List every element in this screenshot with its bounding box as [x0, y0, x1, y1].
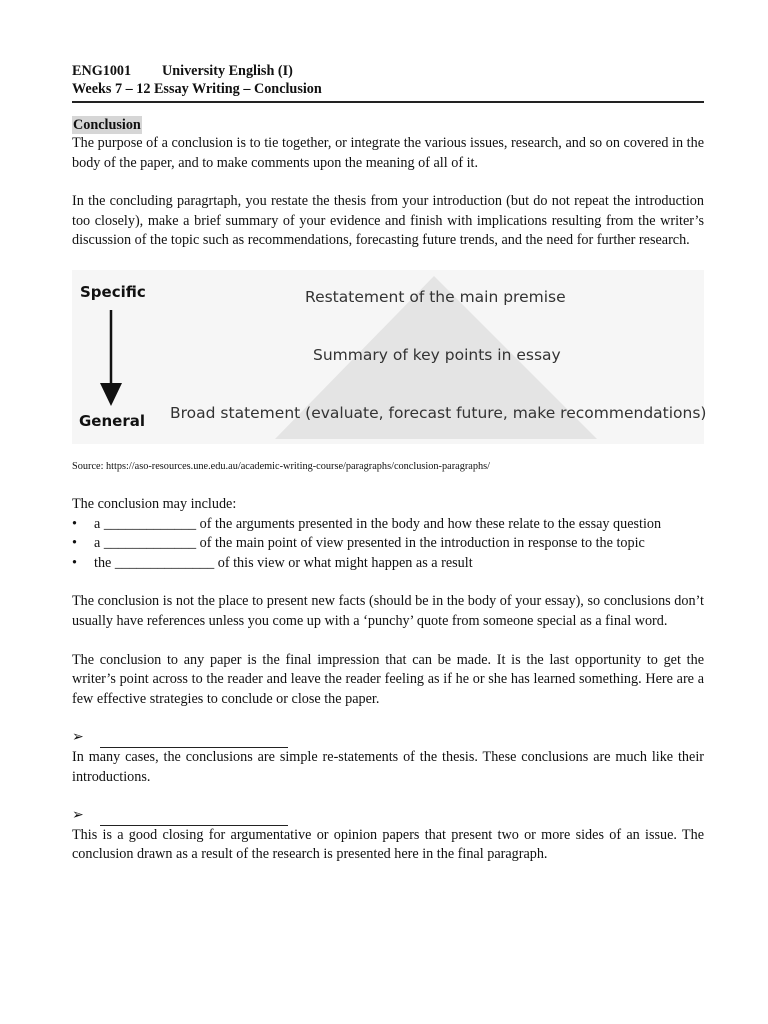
paragraph-final-impression: The conclusion to any paper is the final impression that can be made. It is the last opportunity to get the writer’s point across to the reader and leave the reader feeling as if he or she has learned something. Here are a few effective strategies to conclude or close the paper.: [72, 651, 704, 707]
source-citation: Source: https://aso-resources.une.edu.au/academic-writing-course/paragraphs/conclusion-paragraphs/: [72, 460, 491, 472]
header-divider: [72, 101, 704, 103]
course-title: University English (I): [162, 63, 293, 79]
arrowhead-bullet-icon: ➢: [72, 729, 84, 746]
paragraph-concluding: In the concluding paragrtaph, you restate the thesis from your introduction (but do not repeat the introduction too closely), make a brief summary of your evidence and finish with implications resulting from the writer’s discussion of the topic such as recommendations, forecasting future trends, and the need for further research.: [72, 193, 704, 249]
include-intro: The conclusion may include:: [72, 495, 237, 512]
document-page: [72, 62, 707, 865]
label-specific: Specific: [80, 282, 146, 301]
list-item: • a _____________ of the main point of view presented in the introduction in response to the topic: [72, 534, 704, 554]
label-general: General: [79, 411, 145, 430]
list-item: • a _____________ of the arguments presented in the body and how these relate to the essay question: [72, 515, 704, 535]
strategy-blank-line: [100, 732, 288, 748]
bullet-icon: •: [72, 554, 77, 571]
arrowhead-bullet-icon: ➢: [72, 807, 84, 824]
header-line-1: [72, 62, 704, 80]
specific-general-diagram: [72, 270, 707, 444]
include-list: [72, 515, 704, 574]
strategy-2-heading: [72, 806, 704, 826]
paragraph-no-new-facts: The conclusion is not the place to present new facts (should be in the body of your essay), so conclusions don’t usually have references unless you come up with a ‘punchy’ quote from someone special as a final word.: [72, 593, 704, 629]
bullet-icon: •: [72, 535, 77, 552]
course-code: ENG1001: [72, 63, 132, 79]
strategy-blank-line: [100, 810, 288, 826]
down-arrow-icon: [100, 383, 122, 406]
strategy-1-heading: [72, 728, 704, 748]
bullet-icon: •: [72, 515, 77, 532]
header-line-2: Weeks 7 – 12 Essay Writing – Conclusion: [72, 81, 322, 97]
pyramid-level-3: Broad statement (evaluate, forecast future, make recommendations): [170, 403, 707, 422]
strategy-2-text: This is a good closing for argumentative or opinion papers that present two or more sides of an issue. The conclusion drawn as a result of the research is presented here in the final paragraph.: [72, 826, 704, 863]
paragraph-purpose: The purpose of a conclusion is to tie together, or integrate the various issues, research, and so on covered in the body of the paper, and to make comments upon the meaning of all of it.: [72, 135, 704, 171]
strategy-1-text: In many cases, the conclusions are simple re-statements of the thesis. These conclusions are much like their introductions.: [72, 748, 704, 785]
pyramid-level-2: Summary of key points in essay: [313, 345, 561, 364]
list-item: • the ______________ of this view or what might happen as a result: [72, 554, 704, 574]
pyramid-level-1: Restatement of the main premise: [305, 287, 566, 306]
section-heading: Conclusion: [73, 117, 141, 133]
